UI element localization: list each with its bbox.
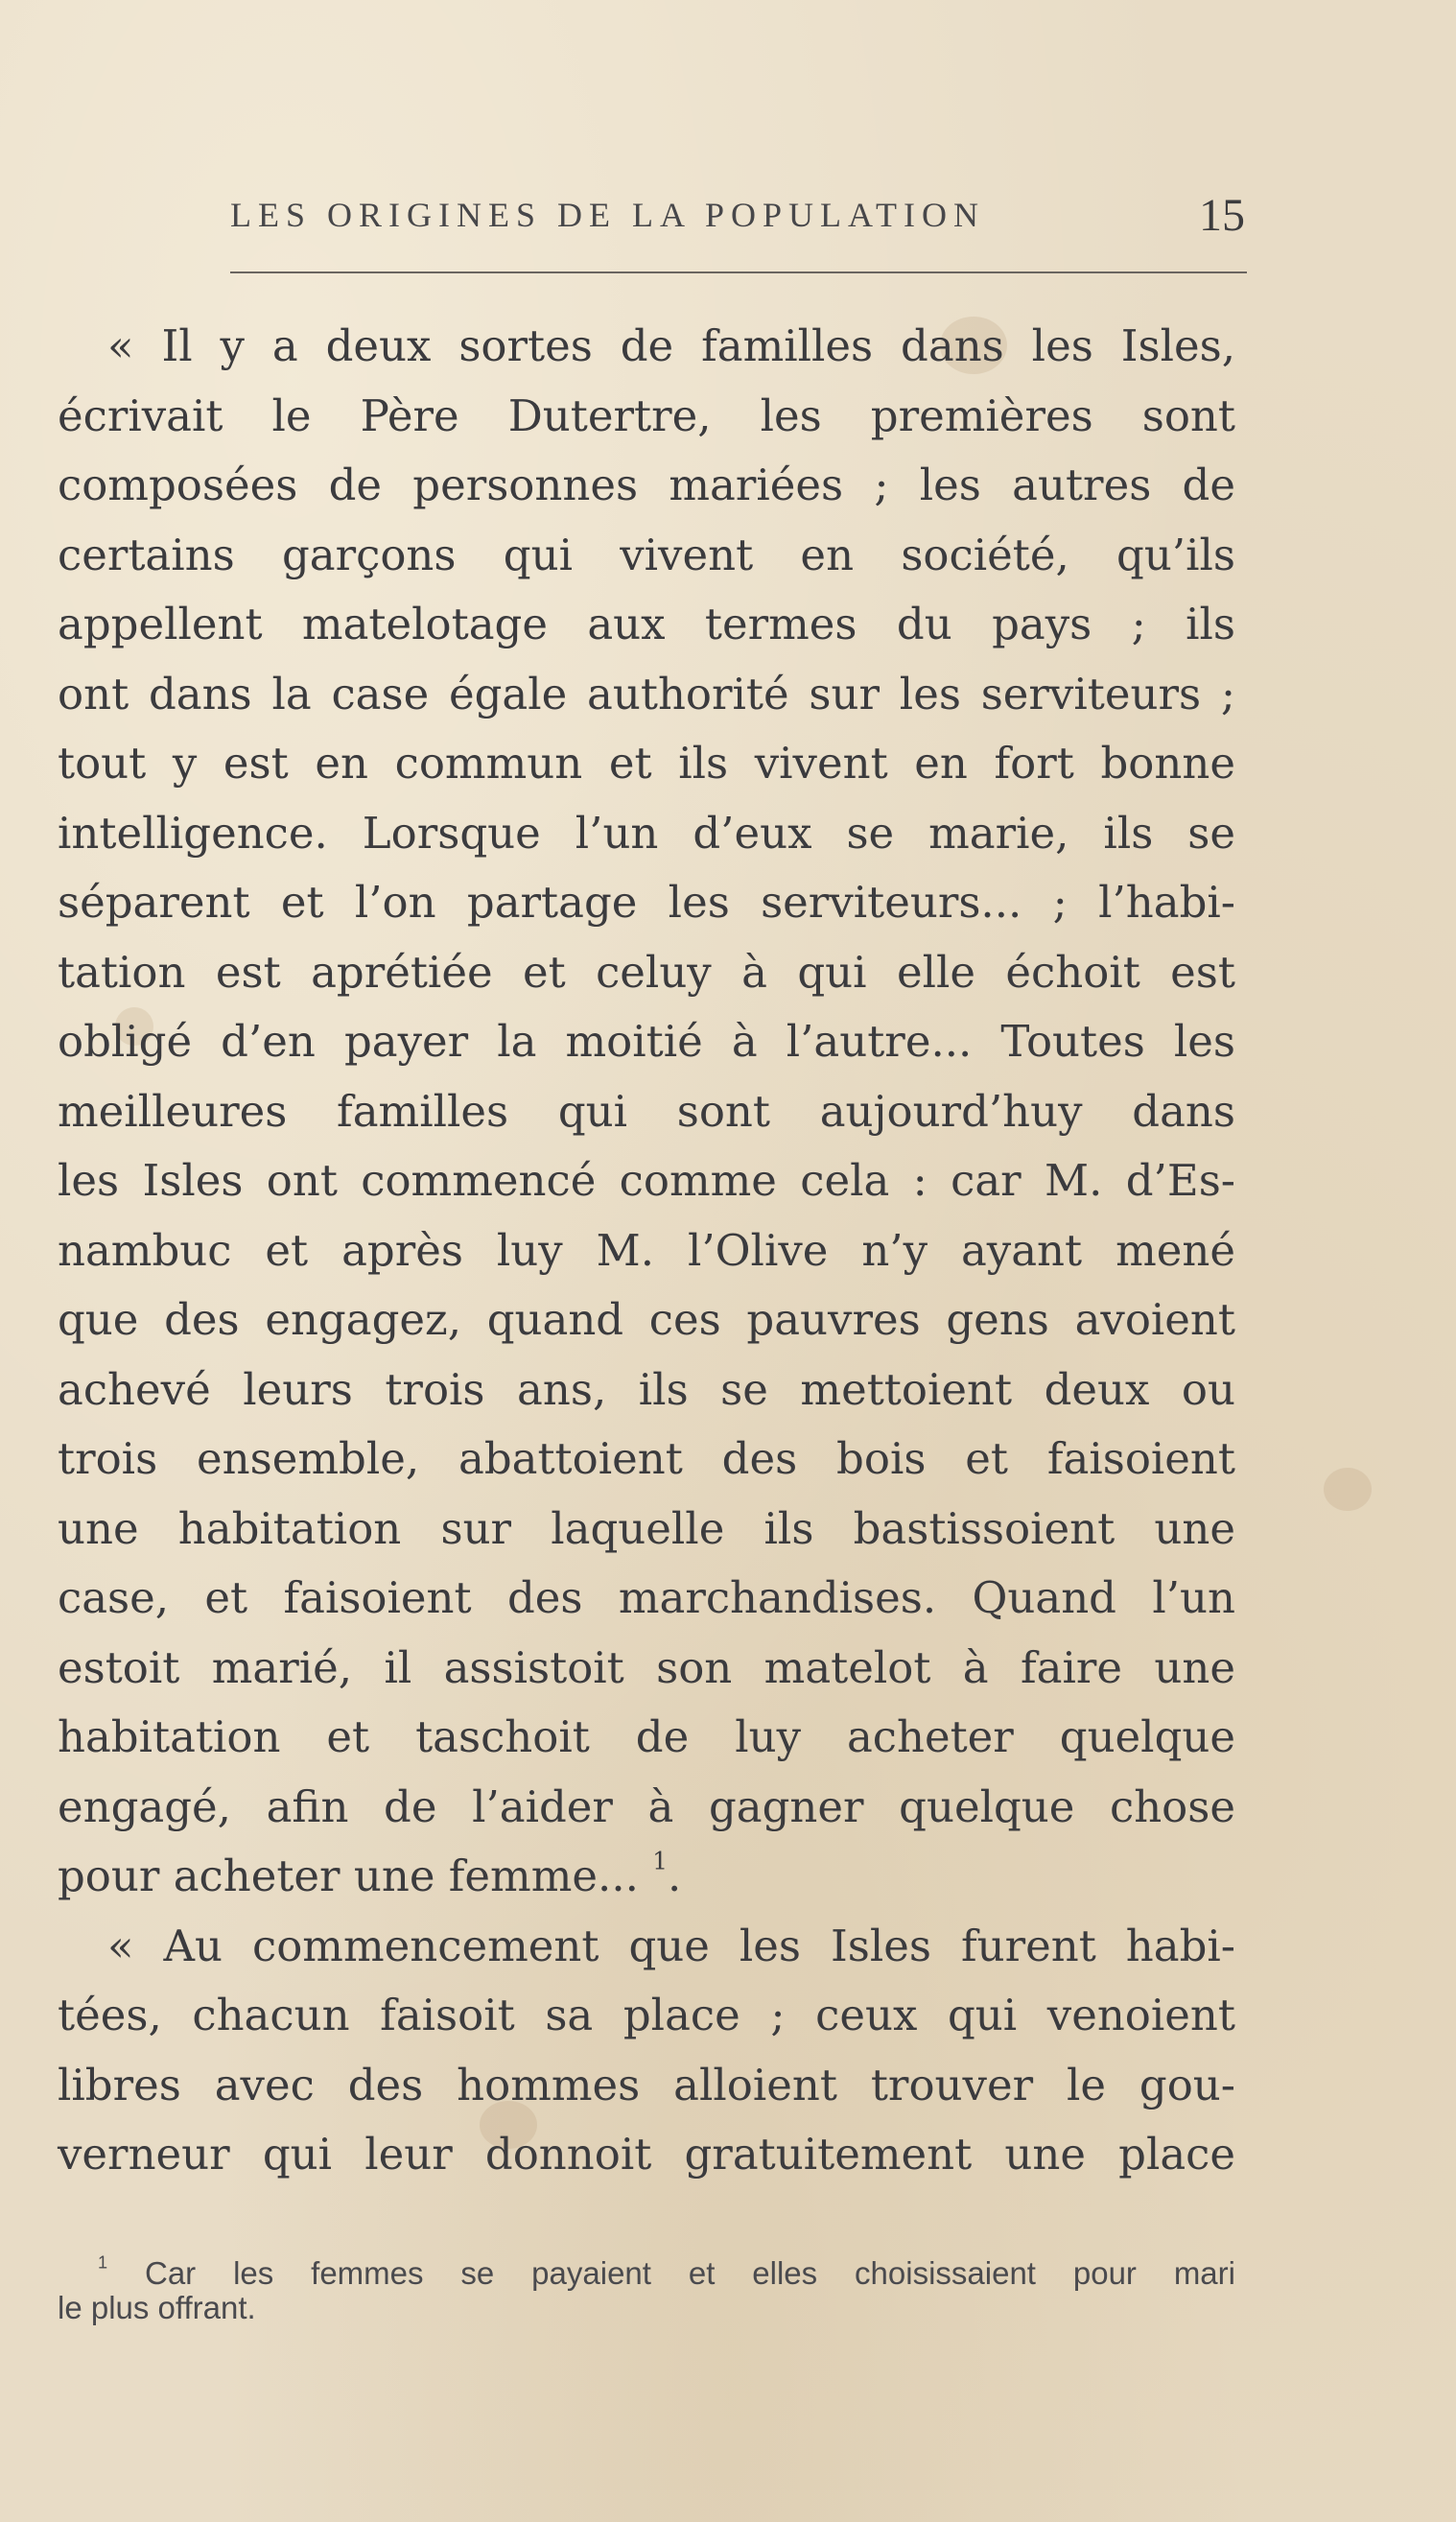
- text-line: achevé leurs trois ans, ils se mettoient deux ou: [58, 1363, 1235, 1415]
- text-line: composées de personnes mariées ; les autres de: [58, 460, 1235, 510]
- text-line: engagé, afin de l’aider à gagner quelque chose: [58, 1780, 1235, 1832]
- header-rule: [230, 271, 1247, 273]
- text-line: obligé d’en payer la moitié à l’autre... Toutes les: [58, 1016, 1235, 1067]
- text-line: « Il y a deux sortes de familles dans les Isles,: [107, 320, 1235, 371]
- footnote-line: le plus offrant.: [58, 2290, 256, 2325]
- text-line: les Isles ont commencé comme cela : car M. d’Es-: [58, 1155, 1235, 1206]
- text-line: tout y est en commun et ils vivent en fort bonne: [58, 738, 1235, 789]
- text-line: appellent matelotage aux termes du pays ; ils: [58, 599, 1235, 649]
- text-line: « Au commencement que les Isles furent habi-: [107, 1920, 1235, 1971]
- text-line: trois ensemble, abattoient des bois et faisoient: [58, 1433, 1235, 1484]
- text-line: pour acheter une femme...: [58, 1850, 639, 1901]
- footnote-marker: 1: [98, 2252, 108, 2273]
- text-line: tation est aprétiée et celuy à qui elle échoit est: [58, 946, 1235, 998]
- text-line: que des engagez, quand ces pauvres gens avoient: [58, 1294, 1235, 1345]
- text-line: habitation et taschoit de luy acheter quelque: [58, 1711, 1235, 1762]
- footnote-text: Car les femmes se payaient et elles choisissaient pour mari: [145, 2255, 1235, 2291]
- footnote-line: [58, 2252, 1235, 2291]
- page-number: 15: [1199, 190, 1245, 241]
- running-title: LES ORIGINES DE LA POPULATION: [230, 196, 985, 234]
- running-head: [230, 190, 1245, 243]
- text-line: meilleures familles qui sont aujourd’huy dans: [58, 1085, 1235, 1137]
- text-line: certains garçons qui vivent en société, qu’ils: [58, 529, 1235, 580]
- text-line: ont dans la case égale authorité sur les serviteurs ;: [58, 668, 1235, 719]
- text-line: une habitation sur laquelle ils bastissoient une: [58, 1502, 1235, 1554]
- text-line-with-footnote-ref: pour acheter une femme... $^1$.: [58, 1847, 682, 1901]
- paper-stain: [1324, 1468, 1372, 1511]
- text-line: libres avec des hommes alloient trouver le gou-: [58, 2059, 1235, 2110]
- body-text: [58, 312, 1235, 2190]
- text-line: séparent et l’on partage les serviteurs... ; l’habi-: [58, 877, 1235, 928]
- text-line: intelligence. Lorsque l’un d’eux se marie, ils se: [58, 807, 1235, 859]
- footnote-reference: 1: [652, 1847, 669, 1875]
- text-line: verneur qui leur donnoit gratuitement une place: [58, 2129, 1235, 2180]
- text-line: écrivait le Père Dutertre, les premières sont: [58, 389, 1235, 441]
- text-line: case, et faisoient des marchandises. Quand l’un: [58, 1572, 1235, 1623]
- text-line: tées, chacun faisoit sa place ; ceux qui venoient: [58, 1990, 1235, 2040]
- text-line: estoit marié, il assistoit son matelot à faire une: [58, 1641, 1235, 1693]
- footnote: [58, 2252, 1235, 2325]
- text-line: nambuc et après luy M. l’Olive n’y ayant mené: [58, 1224, 1235, 1276]
